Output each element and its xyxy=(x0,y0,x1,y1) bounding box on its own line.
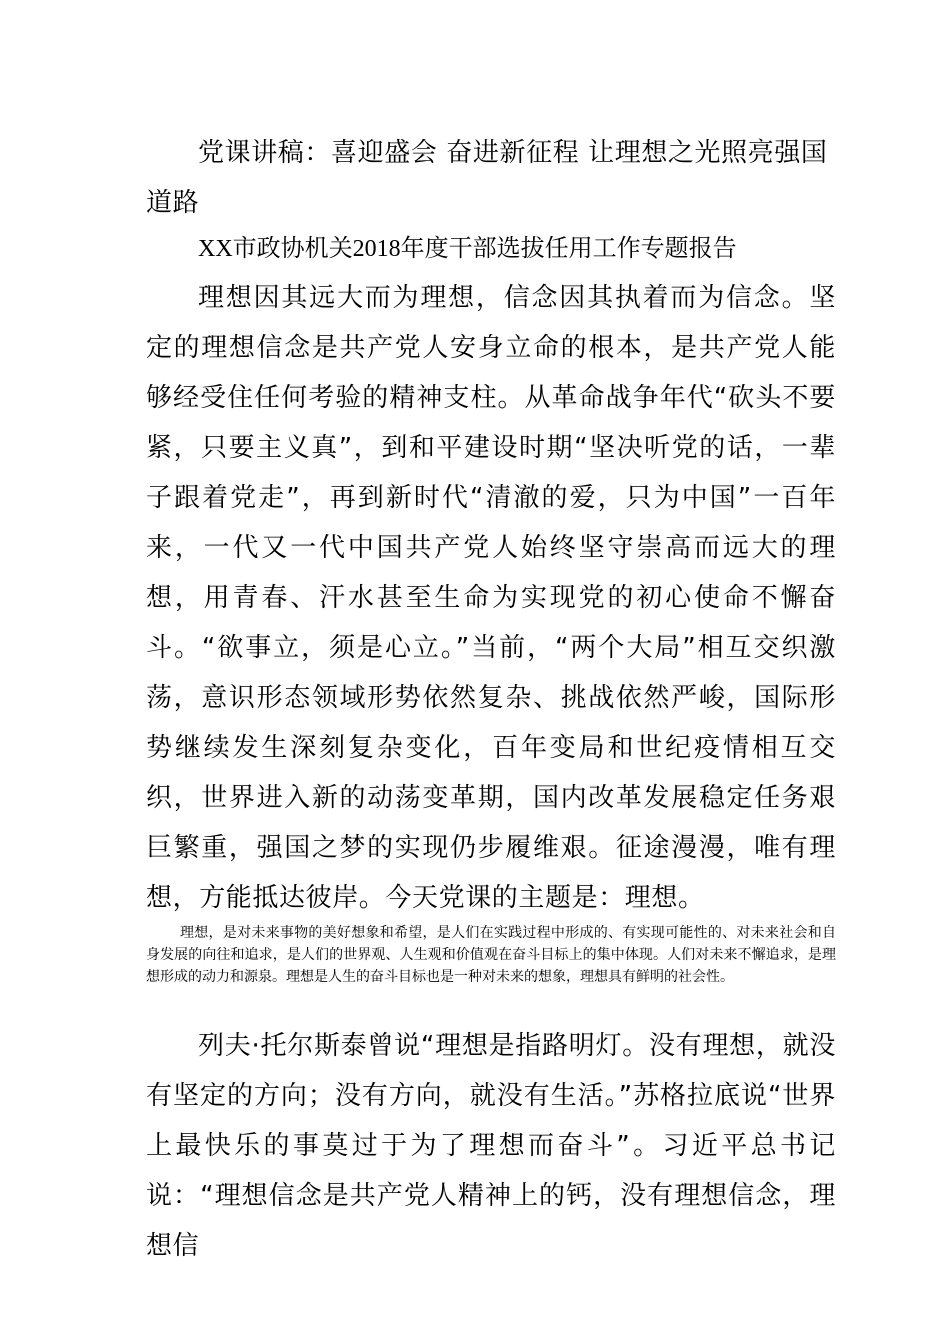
document-title: 党课讲稿：喜迎盛会 奋进新征程 让理想之光照亮强国道路 xyxy=(146,138,828,218)
body-paragraph-intro: 理想因其远大而为理想，信念因其执着而为信念。坚定的理想信念是共产党人安身立命的根本，是共产党人能够经受住任何考验的精神支柱。从革命战争年代“砍头不要紧，只要主义真”，到和平建设时期“坚决听党的话，一辈子跟着党走”，再到新时代“清澈的爱，只为中国”一百年来，一代又一代中国共产党人始终坚守崇高而远大的理想，用青春、汗水甚至生命为实现党的初心使命不懈奋斗。“欲事立，须是心立。”当前，“两个大局”相互交织激荡，意识形态领域形势依然复杂、挑战依然严峻，国际形势继续发生深刻复杂变化，百年变局和世纪疫情相互交织，世界进入新的动荡变革期，国内改革发展稳定任务艰巨繁重，强国之梦的实现仍步履维艰。征途漫漫，唯有理想，方能抵达彼岸。今天党课的主题是：理想。 xyxy=(146,283,836,913)
document-subtitle: XX市政协机关2018年度干部选拔任用工作专题报告 xyxy=(198,236,737,262)
body-paragraph-definition: 理想，是对未来事物的美好想象和希望，是人们在实践过程中形成的、有实现可能性的、对未来社会和自身发展的向往和追求，是人们的世界观、人生观和价值观在奋斗目标上的集中体现。人们对未来不懈追求，是理想形成的动力和源泉。理想是人生的奋斗目标也是一种对未来的想象，理想具有鲜明的社会性。 xyxy=(146,925,836,985)
body-paragraph-quotes: 列夫·托尔斯泰曾说“理想是指路明灯。没有理想，就没有坚定的方向；没有方向，就没有生活。”苏格拉底说“世界上最快乐的事莫过于为了理想而奋斗”。习近平总书记说：“理想信念是共产党人精神上的钙，没有理想信念，理想信 xyxy=(146,1031,836,1261)
